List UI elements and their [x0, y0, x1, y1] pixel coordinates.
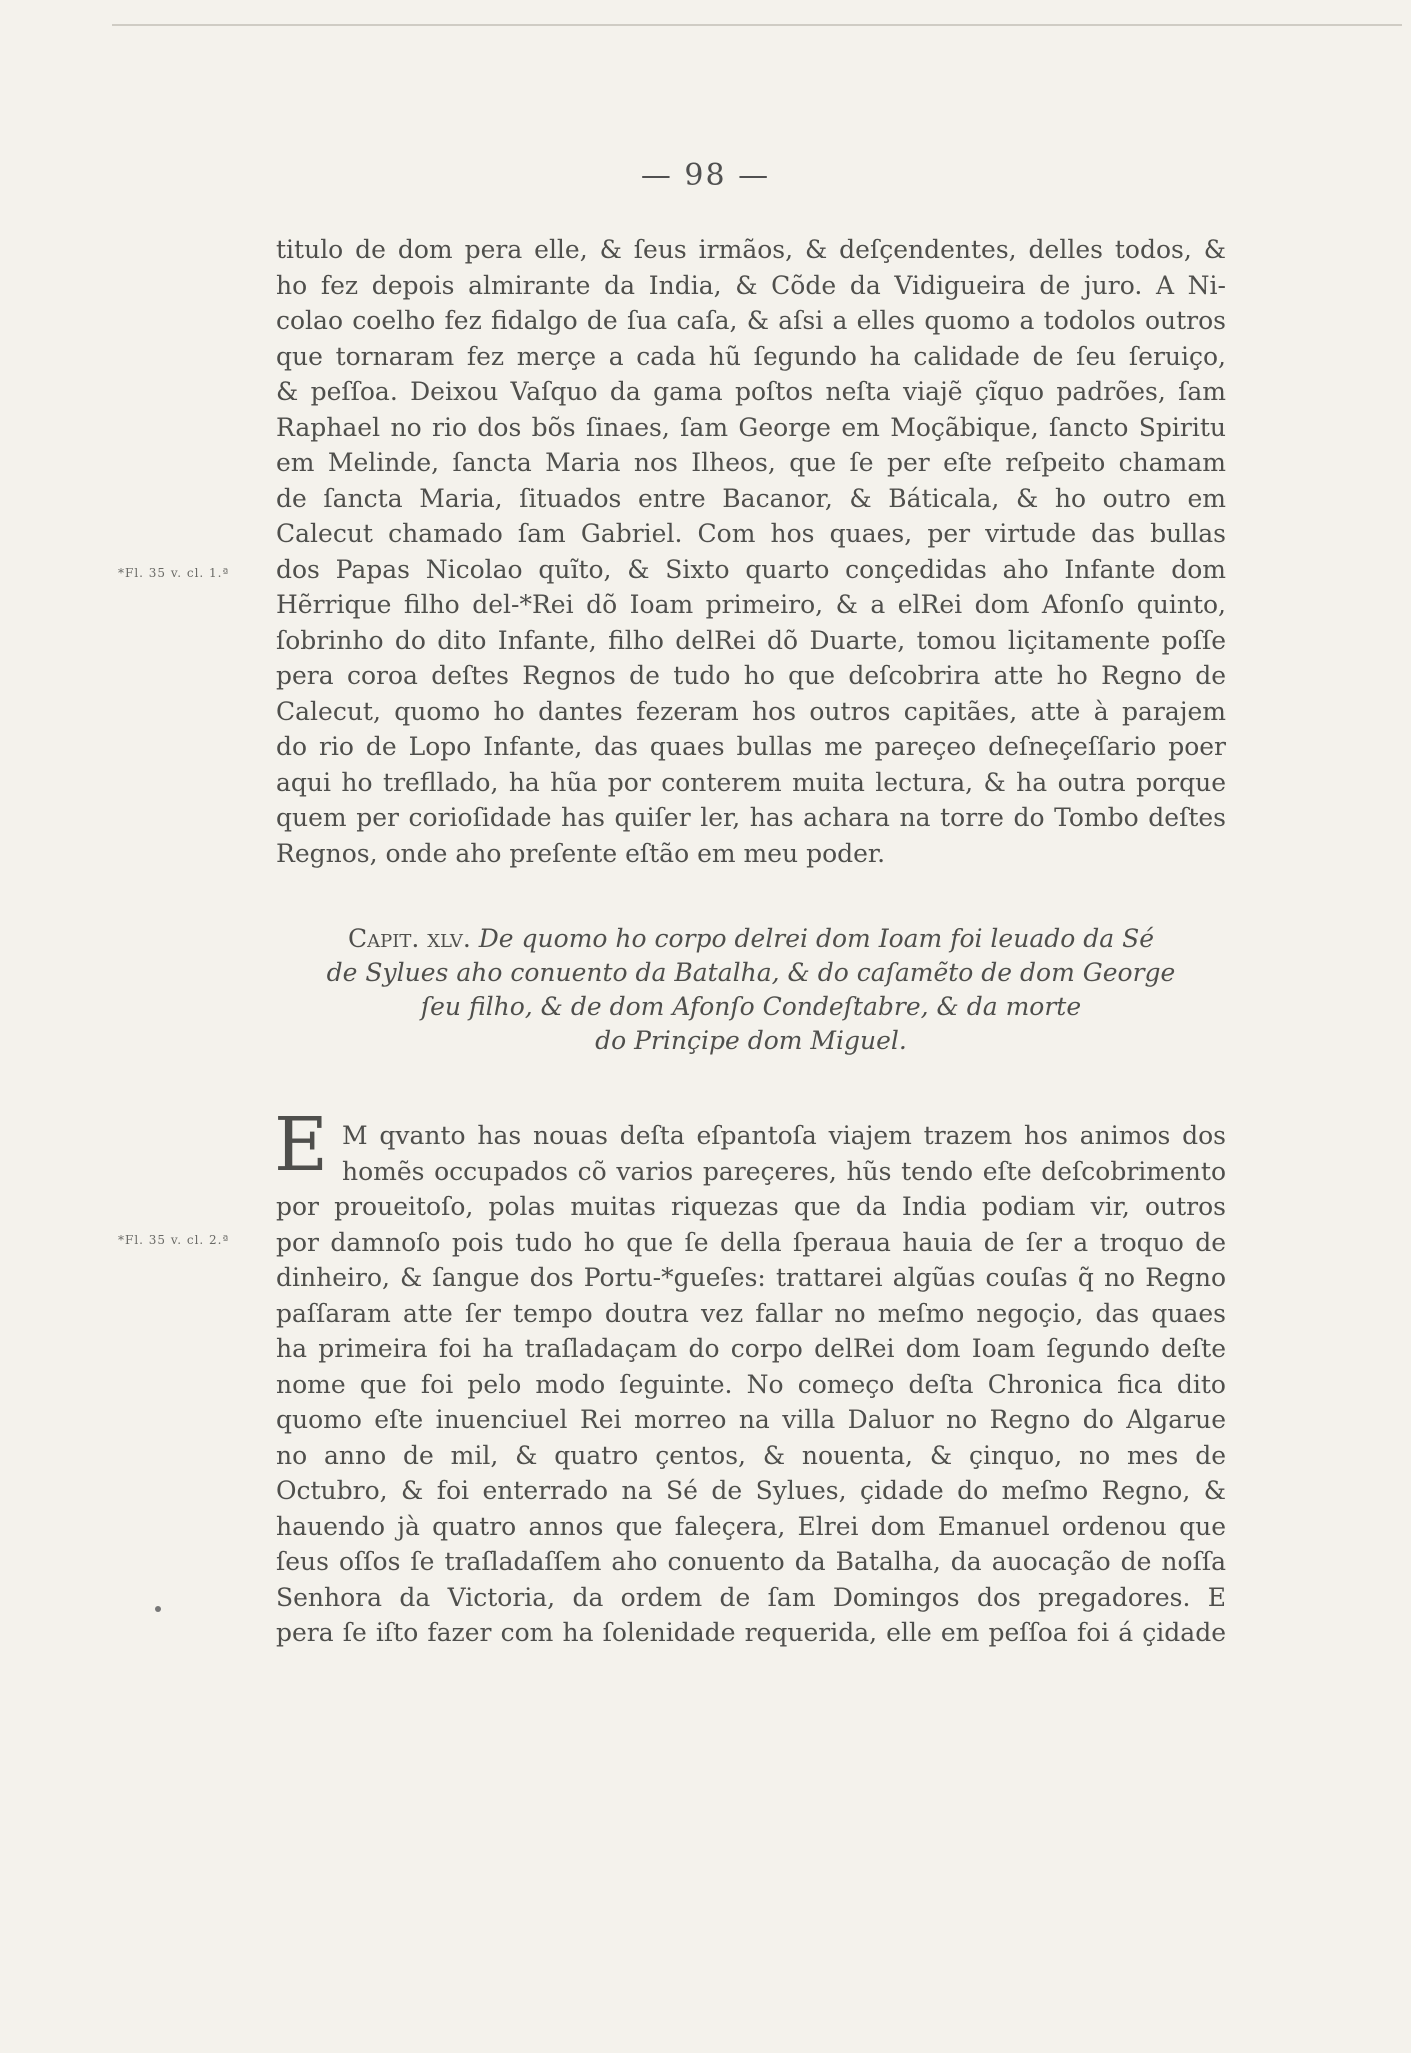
chapter-title: de Sylues aho conuento da Batalha, & do caſamẽto de dom George [326, 958, 1176, 987]
chapter-title: ſeu filho, & de dom Afonſo Condeſtabre, & da morte [420, 992, 1082, 1021]
text-line: quomo eſte inuenciuel Rei morreo na villa Daluor no Regno do Algarue [276, 1405, 1226, 1434]
margin-note-folio-1: *Fl. 35 v. cl. 1.ª [118, 566, 230, 580]
text-line: colao coelho fez fidalgo de ſua caſa, & aſsi a elles quomo a todolos outros [276, 306, 1226, 335]
text-line: por proueitoſo, polas muitas riquezas que da India podiam vir, outros [276, 1192, 1226, 1221]
chapter-heading-line-2 [276, 956, 1226, 990]
text-line: ha primeira foi ha traſladaçam do corpo delRei dom Ioam ſegundo deſte [276, 1334, 1226, 1363]
text-line: ho fez depois almirante da India, & Cõde da Vidigueira de juro. A Ni- [276, 270, 1226, 300]
text-line: M qvanto has nouas deſta eſpantoſa viajem trazem hos animos dos [342, 1121, 1226, 1150]
text-line: hauendo jà quatro annos que faleçera, Elrei dom Emanuel ordenou que [276, 1511, 1226, 1541]
chapter-heading-line-1 [276, 922, 1226, 956]
text-line: Regnos, onde aho preſente eſtão em meu poder. [276, 838, 886, 868]
text-line: ſeus oſſos ſe traſladaſſem aho conuento da Batalha, da auocação de noſſa [276, 1547, 1226, 1576]
text-line: por damnoſo pois tudo ho que ſe della ſperaua hauia de ſer a troquo de [276, 1227, 1226, 1257]
text-line: ſobrinho do dito Infante, filho delRei dõ Duarte, tomou liçitamente poſſe [276, 625, 1226, 655]
paragraph-2 [276, 1118, 1226, 1651]
text-line: Hẽrrique filho del-*Rei dõ Ioam primeiro, & a elRei dom Afonſo quinto, [276, 590, 1226, 619]
text-line: Senhora da Victoria, da ordem de ſam Domingos dos pregadores. E [276, 1582, 1226, 1612]
text-line: Octubro, & foi enterrado na Sé de Sylues, çidade do meſmo Regno, & [276, 1476, 1226, 1505]
text-line: dinheiro, & ſangue dos Portu-*gueſes: trattarei algũas couſas q̃ no Regno [276, 1263, 1226, 1292]
text-line: do rio de Lopo Infante, das quaes bullas me pareçeo deſneçeſſario poer [276, 732, 1226, 761]
page-number: — 98 — [640, 158, 771, 193]
drop-cap: E [274, 1102, 329, 1188]
margin-note-folio-2: *Fl. 35 v. cl. 2.ª [118, 1233, 230, 1247]
page-top-edge [112, 24, 1402, 26]
text-line: paſſaram atte ſer tempo doutra vez fallar no meſmo negoçio, das quaes [276, 1298, 1226, 1328]
ink-speck [155, 1606, 161, 1612]
text-line: pera coroa deſtes Regnos de tudo ho que deſcobrira atte ho Regno de [276, 661, 1226, 690]
text-line: no anno de mil, & quatro çentos, & nouenta, & çinquo, no mes de [276, 1440, 1226, 1470]
chapter-heading [276, 922, 1226, 1058]
text-line: em Melinde, ſancta Maria nos Ilheos, que ſe per eſte reſpeito chamam [276, 448, 1226, 477]
text-line: Raphael no rio dos bõs ſinaes, ſam George em Moçãbique, ſancto Spiritu [276, 412, 1226, 442]
text-line: & peſſoa. Deixou Vaſquo da gama poſtos neſta viajẽ çĩquo padrões, ſam [276, 377, 1226, 406]
text-line: pera ſe iſto fazer com ha ſolenidade requerida, elle em peſſoa foi á çidade [276, 1618, 1226, 1647]
text-line: Calecut, quomo ho dantes fezeram hos outros capitães, atte à parajem [276, 696, 1226, 726]
chapter-heading-line-3 [276, 990, 1226, 1024]
text-line: de ſancta Maria, ſituados entre Bacanor, & Báticala, & ho outro em [276, 483, 1226, 513]
text-line: aqui ho trefllado, ha hũa por conterem muita lectura, & ha outra porque [276, 767, 1226, 797]
chapter-title: do Prinçipe dom Miguel. [595, 1026, 907, 1055]
chapter-title: De quomo ho corpo delrei dom Ioam foi leuado da Sé [478, 924, 1155, 953]
text-line: homẽs occupados cõ varios pareçeres, hũs tendo eſte deſcobrimento [342, 1156, 1226, 1186]
chapter-heading-line-4 [276, 1024, 1226, 1058]
text-line: titulo de dom pera elle, & ſeus irmãos, & deſçendentes, delles todos, & [276, 235, 1226, 264]
text-line: dos Papas Nicolao quĩto, & Sixto quarto conçedidas aho Infante dom [276, 554, 1226, 584]
paragraph-1 [276, 232, 1226, 871]
text-line: que tornaram fez merçe a cada hũ ſegundo ha calidade de ſeu ſeruiço, [276, 341, 1226, 371]
text-line: nome que foi pelo modo ſeguinte. No começo deſta Chronica fica dito [276, 1369, 1226, 1399]
chapter-label: Capit. xlv. [347, 924, 471, 953]
text-line: Calecut chamado ſam Gabriel. Com hos quaes, per virtude das bullas [276, 519, 1226, 548]
text-line: quem per corioſidade has quiſer ler, has achara na torre do Tombo deſtes [276, 803, 1226, 832]
